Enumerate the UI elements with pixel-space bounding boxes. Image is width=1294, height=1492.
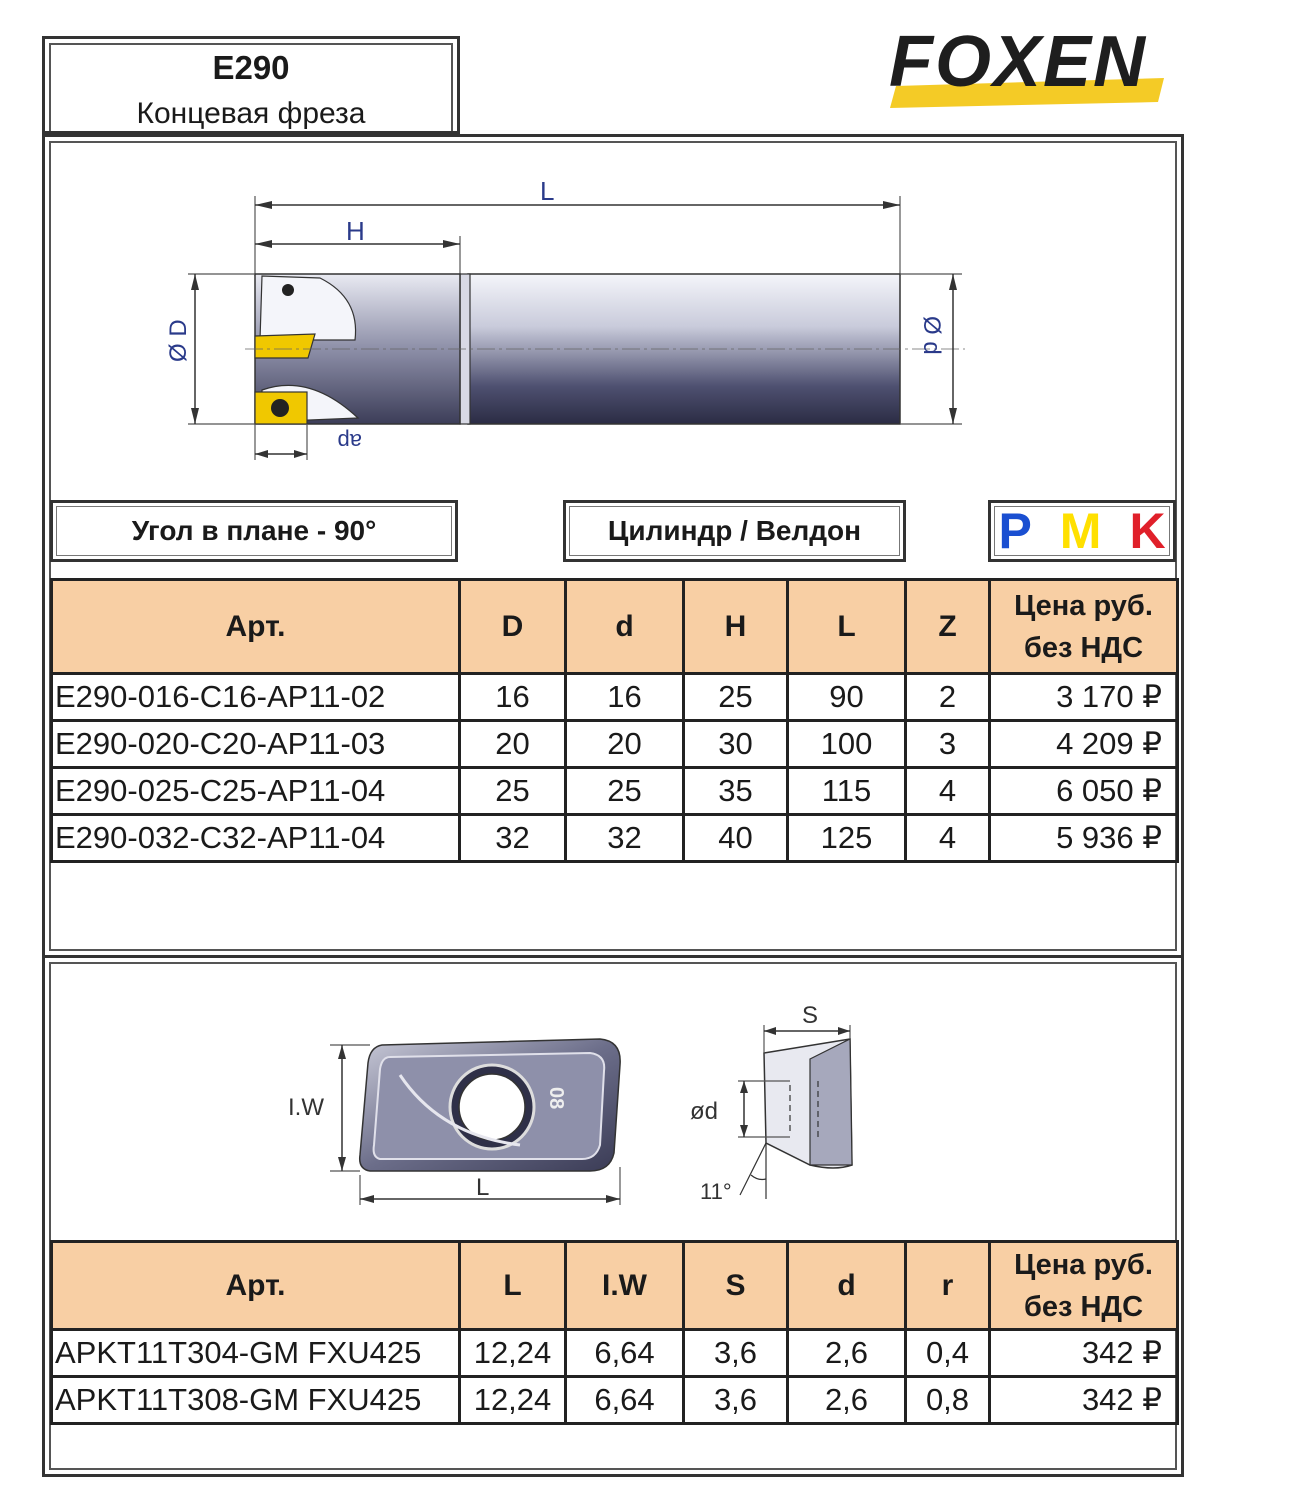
material-m: M: [1059, 503, 1102, 559]
table-row: [52, 768, 1178, 815]
brand-text: FOXEN: [888, 28, 1148, 102]
value-cell: 100: [788, 721, 906, 768]
price-cell: 3 170 ₽: [990, 674, 1178, 721]
value-cell: 25: [684, 674, 788, 721]
dim-label-L: L: [540, 176, 555, 206]
entering-angle-text: Угол в плане - 90°: [131, 515, 377, 546]
header-D: D: [460, 580, 566, 674]
price-cell: 5 936 ₽: [990, 815, 1178, 862]
article-cell: APKT11T308-GM FXU425: [52, 1377, 460, 1424]
value-cell: 25: [460, 768, 566, 815]
value-cell: 3,6: [684, 1377, 788, 1424]
dim-label-IW: I.W: [288, 1094, 324, 1121]
price-cell: 4 209 ₽: [990, 721, 1178, 768]
header-art: Арт.: [52, 1242, 460, 1330]
value-cell: 90: [788, 674, 906, 721]
material-groups: [988, 500, 1176, 562]
product-code: E290: [212, 49, 290, 86]
dim-label-insert-L: L: [476, 1174, 490, 1201]
price-cell: 342 ₽: [990, 1377, 1178, 1424]
header-price-line2: без НДС: [1023, 631, 1144, 664]
material-k: K: [1129, 503, 1166, 559]
value-cell: 12,24: [460, 1377, 566, 1424]
value-cell: 20: [460, 721, 566, 768]
value-cell: 12,24: [460, 1330, 566, 1377]
table-row: [52, 1330, 1178, 1377]
value-cell: 2: [906, 674, 990, 721]
header-H: H: [684, 580, 788, 674]
header-L: L: [460, 1242, 566, 1330]
header-price-line2: без НДС: [1023, 1290, 1144, 1323]
header-S: S: [684, 1242, 788, 1330]
article-cell: E290-016-C16-AP11-02: [52, 674, 460, 721]
header-art: Арт.: [52, 580, 460, 674]
value-cell: 125: [788, 815, 906, 862]
value-cell: 2,6: [788, 1330, 906, 1377]
value-cell: 115: [788, 768, 906, 815]
value-cell: 6,64: [566, 1330, 684, 1377]
foxen-logo: [868, 28, 1168, 110]
end-mill-table: [50, 578, 1179, 950]
value-cell: 0,8: [906, 1377, 990, 1424]
insert-table: [50, 1240, 1179, 1470]
insert-side: [255, 334, 315, 358]
value-cell: 0,4: [906, 1330, 990, 1377]
entering-angle-label: [50, 500, 458, 562]
table-blank-row: [52, 1424, 1178, 1470]
header-d: d: [566, 580, 684, 674]
table-blank-row: [52, 862, 1178, 950]
value-cell: 32: [566, 815, 684, 862]
header-L: L: [788, 580, 906, 674]
insert-mark: 08: [545, 1087, 567, 1110]
dim-label-ap: ap: [337, 429, 362, 454]
value-cell: 35: [684, 768, 788, 815]
clearance-angle-label: 11°: [700, 1179, 732, 1204]
value-cell: 40: [684, 815, 788, 862]
shank-type-text: Цилиндр / Велдон: [607, 515, 862, 546]
value-cell: 20: [566, 721, 684, 768]
value-cell: 4: [906, 815, 990, 862]
value-cell: 16: [460, 674, 566, 721]
value-cell: 16: [566, 674, 684, 721]
value-cell: 3,6: [684, 1330, 788, 1377]
header-r: r: [906, 1242, 990, 1330]
header-Z: Z: [906, 580, 990, 674]
end-mill-drawing: [150, 168, 980, 468]
dim-label-insert-d: ød: [690, 1098, 719, 1125]
price-cell: 6 050 ₽: [990, 768, 1178, 815]
table-row: [52, 721, 1178, 768]
material-p: P: [998, 503, 1032, 559]
value-cell: 4: [906, 768, 990, 815]
value-cell: 30: [684, 721, 788, 768]
table-header-row: [52, 580, 1178, 674]
article-cell: E290-020-C20-AP11-03: [52, 721, 460, 768]
value-cell: 2,6: [788, 1377, 906, 1424]
value-cell: 25: [566, 768, 684, 815]
header-price: [990, 580, 1178, 674]
header-price-line1: Цена руб.: [1014, 1248, 1153, 1281]
dim-label-d: Ø d: [918, 316, 945, 355]
table-row: [52, 815, 1178, 862]
header-price-line1: Цена руб.: [1014, 589, 1153, 622]
dim-label-S: S: [802, 1002, 819, 1029]
shank-type-label: [563, 500, 906, 562]
header-IW: I.W: [566, 1242, 684, 1330]
insert-drawing: [270, 995, 890, 1215]
value-cell: 32: [460, 815, 566, 862]
header-price: [990, 1242, 1178, 1330]
value-cell: 6,64: [566, 1377, 684, 1424]
header-d: d: [788, 1242, 906, 1330]
product-subtitle: Концевая фреза: [136, 97, 366, 130]
dim-label-H: H: [346, 216, 365, 246]
article-cell: E290-032-C32-AP11-04: [52, 815, 460, 862]
dim-label-D: Ø D: [165, 319, 192, 362]
article-cell: APKT11T304-GM FXU425: [52, 1330, 460, 1377]
title-box: [42, 36, 460, 134]
price-cell: 342 ₽: [990, 1330, 1178, 1377]
article-cell: E290-025-C25-AP11-04: [52, 768, 460, 815]
table-header-row: [52, 1242, 1178, 1330]
table-row: [52, 1377, 1178, 1424]
value-cell: 3: [906, 721, 990, 768]
table-row: [52, 674, 1178, 721]
insert-hole: [459, 1074, 525, 1140]
